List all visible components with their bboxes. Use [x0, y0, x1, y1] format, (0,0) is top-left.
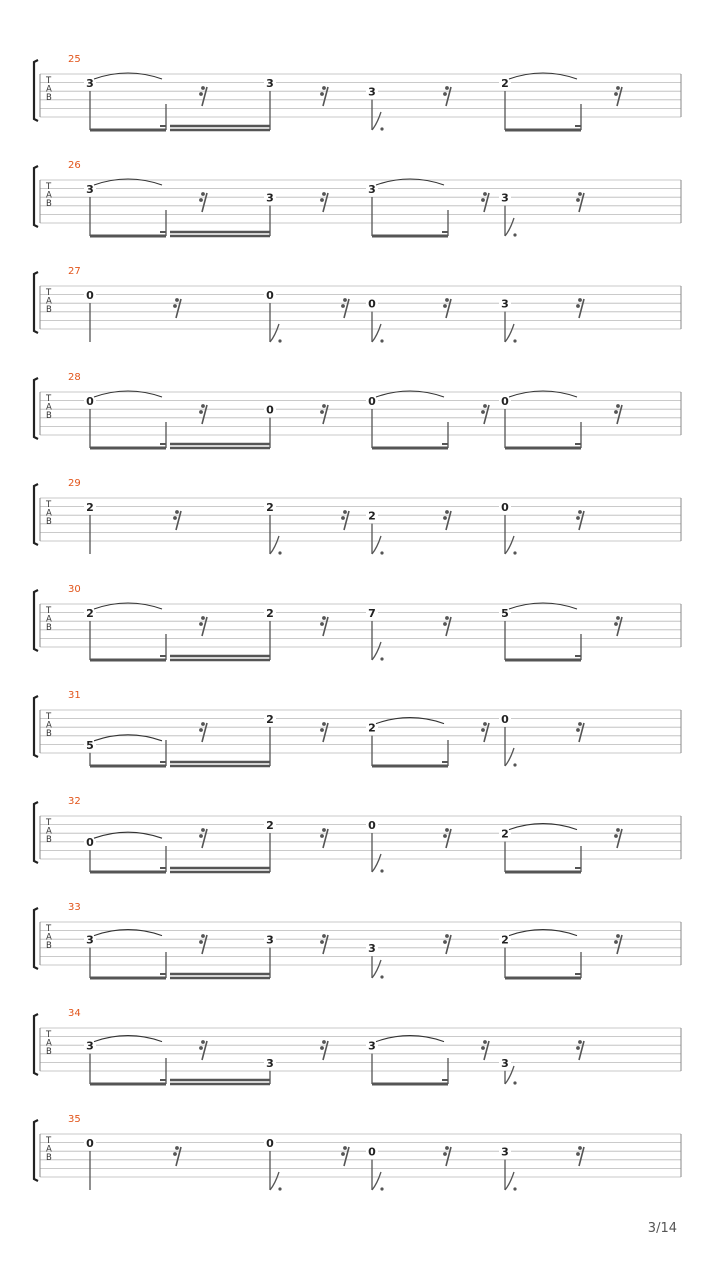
- tab-clef-letter: T: [46, 1030, 52, 1040]
- rest-dot: [616, 86, 620, 90]
- tab-clef-letter: A: [46, 932, 52, 943]
- tab-clef-letter: T: [46, 818, 52, 828]
- tab-system: [34, 54, 681, 131]
- fret-number: 3: [368, 85, 376, 99]
- rest-dot: [578, 722, 582, 726]
- fret-number: 5: [86, 738, 94, 752]
- rest-dot: [320, 728, 324, 732]
- measure-number: 28: [68, 372, 81, 383]
- tab-clef-letter: A: [46, 402, 52, 413]
- tab-clef-letter: T: [46, 606, 52, 616]
- rest-dot: [576, 516, 580, 520]
- rest-dot: [201, 1040, 205, 1044]
- note-flag: [505, 536, 514, 554]
- dot: [380, 339, 383, 342]
- fret-number: 0: [368, 395, 376, 408]
- rest-dot: [445, 934, 449, 938]
- system-bracket: [34, 696, 38, 757]
- fret-number: 0: [86, 836, 94, 850]
- rest-dot: [576, 304, 580, 308]
- fret-number: 3: [501, 1056, 509, 1070]
- fret-number: 3: [266, 191, 274, 205]
- rest-dot: [445, 828, 449, 832]
- rest-dot: [199, 834, 203, 838]
- rest-dot: [576, 1046, 580, 1050]
- tab-clef-letter: B: [46, 411, 52, 421]
- fret-number: 0: [266, 289, 274, 302]
- tab-system: [34, 1008, 681, 1085]
- tab-system: [34, 690, 681, 767]
- note-flag: [270, 324, 279, 342]
- rest-dot: [201, 828, 205, 832]
- rest-dot: [322, 828, 326, 832]
- system-bracket: [34, 378, 38, 439]
- fret-number: 0: [266, 403, 274, 417]
- dot: [513, 1187, 516, 1190]
- fret-number: 2: [501, 933, 509, 947]
- rest-dot: [614, 410, 618, 414]
- rest-dot: [578, 1146, 582, 1150]
- rest-dot: [483, 404, 487, 408]
- rest-dot: [201, 722, 205, 726]
- dot: [513, 233, 516, 236]
- fret-number: 0: [368, 1145, 376, 1159]
- fret-number: 2: [266, 501, 274, 514]
- measure-number: 30: [68, 584, 81, 595]
- rest-dot: [341, 516, 345, 520]
- system-bracket: [34, 166, 38, 227]
- rest-dot: [616, 616, 620, 620]
- tab-system: [34, 266, 681, 343]
- fret-number: 2: [86, 501, 94, 514]
- dot: [513, 551, 516, 554]
- rest-dot: [343, 1146, 347, 1150]
- system-bracket: [34, 272, 38, 333]
- fret-number: 3: [368, 942, 376, 956]
- rest-dot: [201, 934, 205, 938]
- tab-clef-letter: A: [46, 1144, 52, 1155]
- tab-clef-letter: B: [46, 835, 52, 845]
- note-flag: [372, 324, 381, 342]
- rest-dot: [320, 410, 324, 414]
- measure-number: 35: [68, 1114, 81, 1125]
- tab-clef-letter: B: [46, 199, 52, 209]
- rest-dot: [322, 616, 326, 620]
- system-bracket: [34, 60, 38, 121]
- system-bracket: [34, 1120, 38, 1181]
- note-flag: [505, 748, 514, 766]
- rest-dot: [322, 934, 326, 938]
- tab-clef-letter: B: [46, 941, 52, 951]
- system-bracket: [34, 908, 38, 969]
- fret-number: 3: [368, 1039, 376, 1053]
- rest-dot: [173, 516, 177, 520]
- fret-number: 2: [266, 713, 274, 726]
- measure-number: 33: [68, 902, 81, 913]
- rest-dot: [445, 1146, 449, 1150]
- rest-dot: [341, 1152, 345, 1156]
- fret-number: 2: [266, 819, 274, 832]
- rest-dot: [443, 92, 447, 96]
- rest-dot: [199, 410, 203, 414]
- rest-dot: [320, 834, 324, 838]
- rest-dot: [320, 940, 324, 944]
- fret-number: 7: [368, 607, 376, 620]
- tab-system: [34, 902, 681, 979]
- measure-number: 34: [68, 1008, 81, 1019]
- rest-dot: [614, 940, 618, 944]
- rest-dot: [341, 304, 345, 308]
- rest-dot: [443, 622, 447, 626]
- fret-number: 0: [86, 289, 94, 302]
- tab-clef-letter: B: [46, 1153, 52, 1163]
- fret-number: 5: [501, 607, 509, 620]
- fret-number: 3: [266, 77, 274, 90]
- rest-dot: [322, 722, 326, 726]
- rest-dot: [445, 510, 449, 514]
- tab-clef-letter: T: [46, 394, 52, 404]
- dot: [278, 1187, 281, 1190]
- tab-system: [34, 160, 681, 237]
- note-flag: [372, 1172, 381, 1190]
- measure-number: 26: [68, 160, 81, 171]
- rest-dot: [445, 86, 449, 90]
- tab-clef-letter: T: [46, 500, 52, 510]
- fret-number: 0: [266, 1137, 274, 1150]
- rest-dot: [614, 834, 618, 838]
- rest-dot: [445, 616, 449, 620]
- fret-number: 0: [368, 297, 376, 311]
- fret-number: 3: [266, 1056, 274, 1070]
- rest-dot: [173, 1152, 177, 1156]
- fret-number: 2: [368, 509, 376, 523]
- fret-number: 0: [368, 819, 376, 832]
- tab-clef-letter: A: [46, 296, 52, 307]
- fret-number: 2: [86, 607, 94, 620]
- dot: [380, 869, 383, 872]
- rest-dot: [199, 622, 203, 626]
- rest-dot: [343, 298, 347, 302]
- fret-number: 0: [86, 1137, 94, 1150]
- note-flag: [372, 642, 381, 660]
- rest-dot: [443, 834, 447, 838]
- tab-clef-letter: A: [46, 84, 52, 95]
- rest-dot: [614, 92, 618, 96]
- tab-clef-letter: B: [46, 623, 52, 633]
- note-flag: [505, 1172, 514, 1190]
- rest-dot: [616, 934, 620, 938]
- rest-dot: [320, 622, 324, 626]
- rest-dot: [576, 198, 580, 202]
- system-bracket: [34, 1014, 38, 1075]
- note-flag: [372, 112, 381, 130]
- rest-dot: [481, 728, 485, 732]
- tab-system: [34, 1114, 681, 1191]
- fret-number: 0: [501, 395, 509, 408]
- rest-dot: [201, 616, 205, 620]
- rest-dot: [616, 404, 620, 408]
- system-bracket: [34, 802, 38, 863]
- rest-dot: [199, 940, 203, 944]
- note-flag: [505, 324, 514, 342]
- rest-dot: [199, 92, 203, 96]
- tab-clef-letter: T: [46, 1136, 52, 1146]
- dot: [513, 339, 516, 342]
- fret-number: 3: [86, 933, 94, 947]
- note-flag: [372, 536, 381, 554]
- fret-number: 3: [86, 183, 94, 196]
- tab-clef-letter: B: [46, 305, 52, 315]
- rest-dot: [343, 510, 347, 514]
- rest-dot: [201, 86, 205, 90]
- dot: [513, 1081, 516, 1084]
- dot: [380, 1187, 383, 1190]
- rest-dot: [483, 722, 487, 726]
- rest-dot: [173, 304, 177, 308]
- rest-dot: [443, 516, 447, 520]
- tab-system: [34, 372, 681, 448]
- rest-dot: [481, 410, 485, 414]
- tab-clef-letter: A: [46, 720, 52, 731]
- rest-dot: [616, 828, 620, 832]
- rest-dot: [614, 622, 618, 626]
- dot: [278, 551, 281, 554]
- fret-number: 3: [501, 297, 509, 311]
- tab-clef-letter: A: [46, 826, 52, 837]
- tab-clef-letter: B: [46, 517, 52, 527]
- system-bracket: [34, 590, 38, 651]
- rest-dot: [322, 404, 326, 408]
- tab-clef-letter: B: [46, 93, 52, 103]
- rest-dot: [481, 198, 485, 202]
- dot: [380, 127, 383, 130]
- system-bracket: [34, 484, 38, 545]
- tab-clef-letter: A: [46, 508, 52, 519]
- note-flag: [372, 854, 381, 872]
- rest-dot: [199, 1046, 203, 1050]
- rest-dot: [320, 1046, 324, 1050]
- measure-number: 31: [68, 690, 81, 701]
- rest-dot: [578, 298, 582, 302]
- rest-dot: [320, 92, 324, 96]
- rest-dot: [443, 304, 447, 308]
- dot: [380, 551, 383, 554]
- rest-dot: [483, 192, 487, 196]
- fret-number: 3: [501, 191, 509, 205]
- note-flag: [372, 960, 381, 978]
- tab-clef-letter: B: [46, 1047, 52, 1057]
- rest-dot: [175, 298, 179, 302]
- rest-dot: [578, 1040, 582, 1044]
- rest-dot: [483, 1040, 487, 1044]
- tab-clef-letter: B: [46, 729, 52, 739]
- fret-number: 3: [266, 933, 274, 947]
- measure-number: 32: [68, 796, 81, 807]
- tab-system: [34, 584, 681, 661]
- rest-dot: [576, 1152, 580, 1156]
- rest-dot: [481, 1046, 485, 1050]
- fret-number: 3: [86, 1039, 94, 1053]
- note-flag: [270, 1172, 279, 1190]
- rest-dot: [175, 510, 179, 514]
- rest-dot: [445, 298, 449, 302]
- rest-dot: [443, 1152, 447, 1156]
- rest-dot: [175, 1146, 179, 1150]
- tab-clef-letter: T: [46, 712, 52, 722]
- tab-clef-letter: T: [46, 76, 52, 86]
- page-number: 3/14: [647, 1221, 677, 1236]
- rest-dot: [320, 198, 324, 202]
- tab-clef-letter: T: [46, 182, 52, 192]
- tab-clef-letter: T: [46, 924, 52, 934]
- fret-number: 3: [86, 77, 94, 90]
- fret-number: 3: [501, 1145, 509, 1159]
- measure-number: 29: [68, 478, 81, 489]
- rest-dot: [199, 728, 203, 732]
- fret-number: 2: [368, 721, 376, 735]
- rest-dot: [322, 86, 326, 90]
- rest-dot: [578, 192, 582, 196]
- tab-clef-letter: A: [46, 1038, 52, 1049]
- fret-number: 2: [501, 827, 509, 841]
- dot: [513, 763, 516, 766]
- rest-dot: [201, 192, 205, 196]
- rest-dot: [322, 1040, 326, 1044]
- dot: [380, 975, 383, 978]
- rest-dot: [443, 940, 447, 944]
- tab-clef-letter: A: [46, 190, 52, 201]
- rest-dot: [322, 192, 326, 196]
- fret-number: 0: [501, 713, 509, 726]
- dot: [380, 657, 383, 660]
- measure-number: 27: [68, 266, 81, 277]
- tab-system: [34, 796, 681, 873]
- note-flag: [270, 536, 279, 554]
- rest-dot: [199, 198, 203, 202]
- tab-clef-letter: A: [46, 614, 52, 625]
- rest-dot: [201, 404, 205, 408]
- note-flag: [505, 218, 514, 236]
- measure-number: 25: [68, 54, 81, 65]
- fret-number: 3: [368, 183, 376, 196]
- rest-dot: [578, 510, 582, 514]
- dot: [278, 339, 281, 342]
- tab-system: [34, 478, 681, 555]
- fret-number: 0: [86, 395, 94, 408]
- fret-number: 2: [266, 607, 274, 620]
- rest-dot: [576, 728, 580, 732]
- tab-clef-letter: T: [46, 288, 52, 298]
- fret-number: 2: [501, 77, 509, 90]
- fret-number: 0: [501, 501, 509, 514]
